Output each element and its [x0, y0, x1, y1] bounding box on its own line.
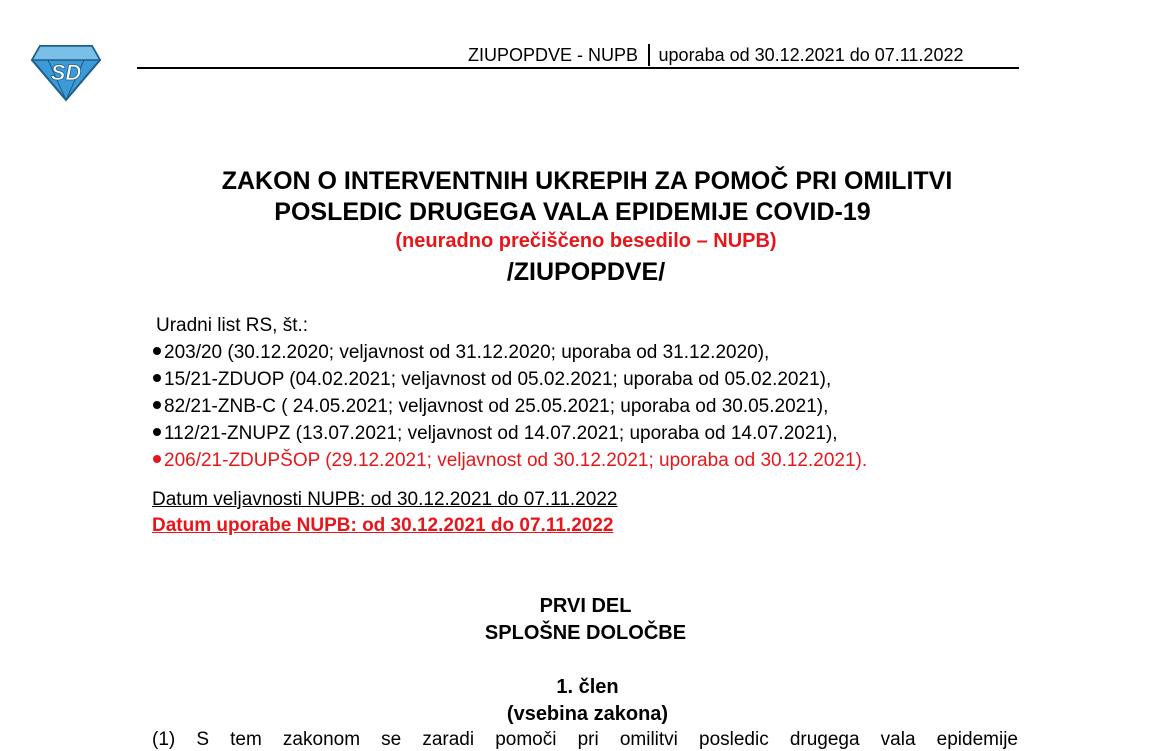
gazette-item-text: 206/21-ZDUPŠOP (29.12.2021; veljavnost od 30.12.2021; uporaba od 30.12.2021).: [164, 450, 868, 471]
bullet-icon: [153, 428, 161, 436]
sd-logo: [30, 40, 102, 102]
gazette-item: [150, 395, 867, 422]
gazette-heading: Uradni list RS, št.:: [156, 315, 309, 336]
validity-date: Datum veljavnosti NUPB: od 30.12.2021 do 07.11.2022: [152, 489, 618, 510]
header-separator: [648, 44, 650, 66]
part-name: SPLOŠNE DOLOČBE: [484, 622, 687, 644]
gazette-item-text: 82/21-ZNB-C ( 24.05.2021; veljavnost od 25.05.2021; uporaba od 30.05.2021),: [164, 396, 829, 417]
header-usage-range: uporaba od 30.12.2021 do 07.11.2022: [658, 45, 964, 65]
header-rule: [137, 67, 1019, 69]
sd-diamond-logo-icon: [30, 40, 102, 102]
law-title-line-1: ZAKON O INTERVENTNIH UKREPIH ZA POMOČ PRI OMILITVI: [221, 167, 953, 195]
bullet-icon: [153, 401, 161, 409]
gazette-list: [150, 341, 867, 476]
gazette-item: [150, 422, 867, 449]
gazette-item: [150, 341, 867, 368]
article-heading: (vsebina zakona): [506, 703, 669, 725]
logo-text: SD: [50, 60, 82, 85]
bullet-icon: [153, 455, 161, 463]
header-doc-code: ZIUPOPDVE - NUPB: [468, 45, 639, 65]
part-label: PRVI DEL: [539, 595, 632, 617]
law-title-line-2: POSLEDIC DRUGEGA VALA EPIDEMIJE COVID-19: [274, 198, 871, 226]
article-paragraph: (1) S tem zakonom se zaradi pomoči pri omilitvi posledic drugega vala epidemije: [152, 729, 1018, 750]
bullet-icon: [153, 374, 161, 382]
article-number: 1. člen: [556, 676, 619, 698]
gazette-item-text: 112/21-ZNUPZ (13.07.2021; veljavnost od 14.07.2021; uporaba od 14.07.2021),: [164, 423, 838, 444]
usage-date: Datum uporabe NUPB: od 30.12.2021 do 07.11.2022: [152, 515, 614, 536]
gazette-item-text: 15/21-ZDUOP (04.02.2021; veljavnost od 05.02.2021; uporaba od 05.02.2021),: [164, 369, 832, 390]
law-abbreviation: /ZIUPOPDVE/: [506, 258, 666, 286]
gazette-item-text: 203/20 (30.12.2020; veljavnost od 31.12.2020; uporaba od 31.12.2020),: [164, 342, 770, 363]
bullet-icon: [153, 347, 161, 355]
gazette-item: [150, 368, 867, 395]
law-subtitle: (neuradno prečiščeno besedilo – NUPB): [395, 230, 777, 252]
page-header: [468, 44, 963, 66]
gazette-item-highlighted: [150, 449, 867, 476]
